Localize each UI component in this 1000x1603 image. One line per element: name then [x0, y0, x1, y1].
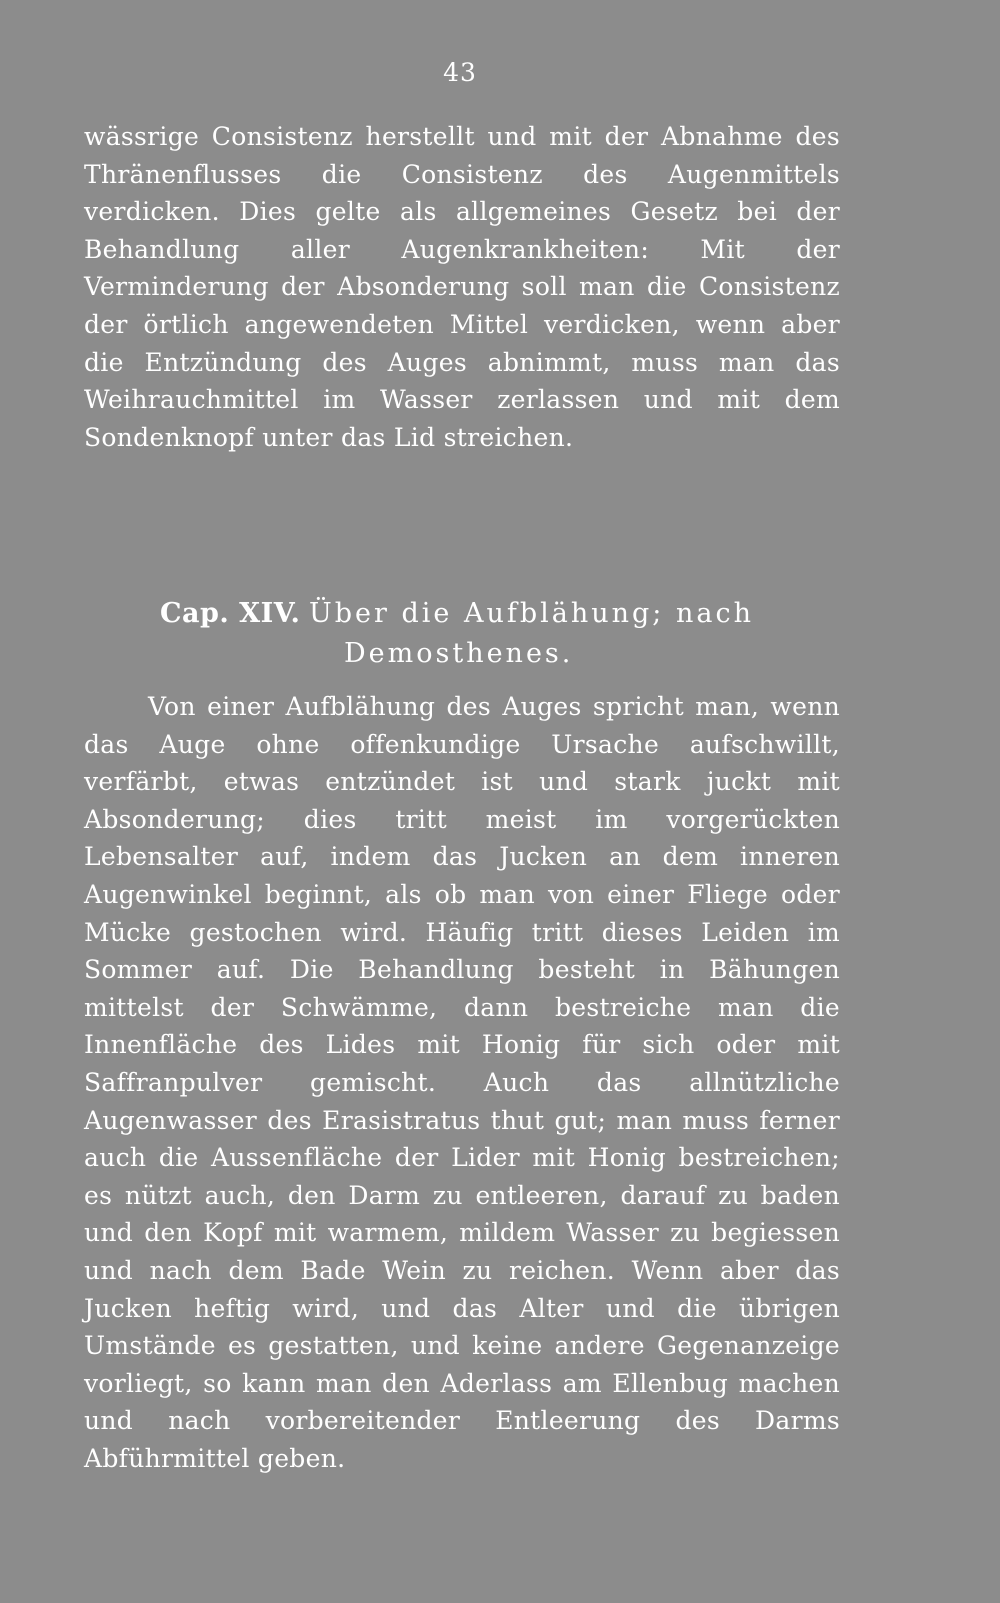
chapter-title: Über die Aufblähung; nach: [308, 598, 754, 629]
chapter-heading: [160, 594, 800, 674]
chapter-label: Cap. XIV.: [160, 598, 301, 629]
page-number: 43: [443, 58, 477, 87]
chapter-title-continued: Demosthenes.: [344, 638, 574, 669]
intro-paragraph: wässrige Consistenz herstellt und mit der Abnahme des Thränenflusses die Consistenz des Augenmittels verdicken. Dies gelte als allgemeines Gesetz bei der Behandlung aller Augenkrankheiten: Mit der Verminderung der Absonderung soll man die Consistenz der örtlich angewendeten Mittel verdicken, wenn aber die Entzündung des Auges abnimmt, muss man das Weihrauchmittel im Wasser zerlassen und mit dem Sondenknopf unter das Lid streichen.: [84, 122, 840, 452]
chapter-paragraph: Von einer Aufblähung des Auges spricht man, wenn das Auge ohne offenkundige Ursache aufschwillt, verfärbt, etwas entzündet ist und stark juckt mit Absonderung; dies tritt meist im vorgerückten Lebensalter auf, indem das Jucken an dem inneren Augenwinkel beginnt, als ob man von einer Fliege oder Mücke gestochen wird. Häufig tritt dieses Leiden im Sommer auf. Die Behandlung besteht in Bähungen mittelst der Schwämme, dann bestreiche man die Innenfläche des Lides mit Honig für sich oder mit Saffranpulver gemischt. Auch das allnützliche Augenwasser des Erasistratus thut gut; man muss ferner auch die Aussenfläche der Lider mit Honig bestreichen; es nützt auch, den Darm zu entleeren, darauf zu baden und den Kopf mit warmem, mildem Wasser zu begiessen und nach dem Bade Wein zu reichen. Wenn aber das Jucken heftig wird, und das Alter und die übrigen Umstände es gestatten, und keine andere Gegenanzeige vorliegt, so kann man den Aderlass am Ellenbug machen und nach vorbereitender Entleerung des Darms Abführmittel geben.: [84, 692, 840, 1473]
